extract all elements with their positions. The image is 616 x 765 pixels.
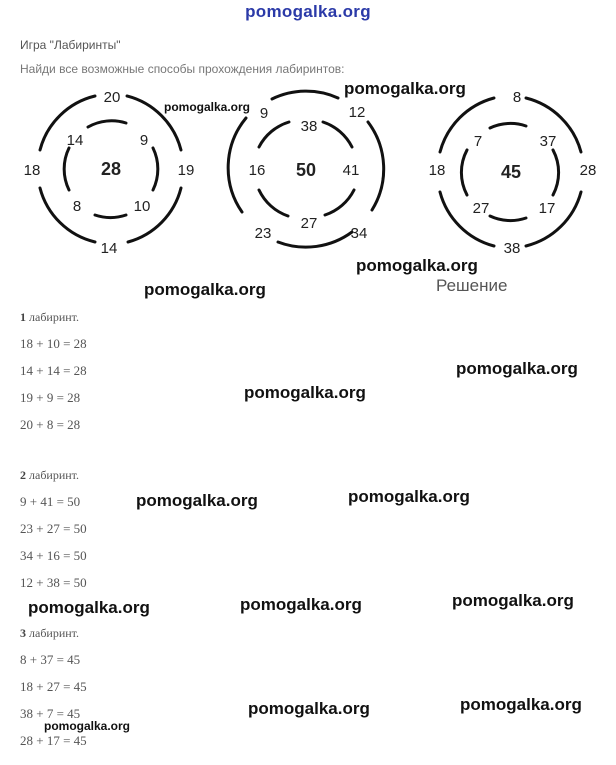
maze-1-inner-bl: 8 [72, 198, 82, 215]
maze-3-inner-bl: 27 [472, 200, 490, 217]
site-title[interactable]: pomogalka.org [245, 2, 371, 21]
section-3-heading [20, 626, 79, 641]
equation: 9 + 41 = 50 [20, 494, 81, 509]
watermark: pomogalka.org [144, 280, 266, 299]
section-label: лабиринт. [29, 310, 80, 324]
equation: 20 + 8 = 28 [20, 417, 81, 432]
section-1-heading [20, 310, 79, 325]
equation: 23 + 27 = 50 [20, 521, 87, 536]
maze-1-inner-tr: 9 [139, 132, 149, 149]
maze-2-inner-right: 41 [342, 162, 360, 179]
section-label: лабиринт. [29, 626, 80, 640]
maze-2-bottom-right: 34 [350, 225, 368, 242]
equation: 18 + 10 = 28 [20, 336, 87, 351]
solution-label: Решение [436, 276, 508, 295]
maze-2-top-right: 12 [348, 104, 366, 121]
maze-3-inner-br: 17 [538, 200, 556, 217]
maze-1-inner-br: 10 [133, 198, 151, 215]
maze-2-bottom-left: 23 [254, 225, 272, 242]
maze-1-left: 18 [23, 162, 41, 179]
watermark: pomogalka.org [460, 695, 582, 714]
watermark: pomogalka.org [244, 383, 366, 402]
watermark: pomogalka.org [28, 598, 150, 617]
watermark: pomogalka.org [356, 256, 478, 275]
maze-3-inner-tr: 37 [539, 133, 557, 150]
section-number: 3 [20, 626, 26, 640]
equation: 12 + 38 = 50 [20, 575, 87, 590]
watermark: pomogalka.org [44, 719, 131, 733]
watermark: pomogalka.org [164, 100, 251, 114]
maze-2-top-left: 9 [259, 105, 269, 122]
equation: 18 + 27 = 45 [20, 679, 87, 694]
equation: 19 + 9 = 28 [20, 390, 81, 405]
watermark: pomogalka.org [240, 595, 362, 614]
maze-2-inner-top: 38 [300, 118, 318, 135]
page-heading: Игра "Лабиринты" [20, 38, 121, 52]
equation: 8 + 37 = 45 [20, 652, 81, 667]
maze-2-inner-left: 16 [248, 162, 266, 179]
watermark: pomogalka.org [452, 591, 574, 610]
watermark: pomogalka.org [348, 487, 470, 506]
equation: 28 + 17 = 45 [20, 733, 87, 748]
watermark: pomogalka.org [136, 491, 258, 510]
section-number: 1 [20, 310, 26, 324]
watermark: pomogalka.org [248, 699, 370, 718]
instruction-text: Найди все возможные способы прохождения лабиринтов: [20, 62, 345, 76]
equation: 34 + 16 = 50 [20, 548, 87, 563]
maze-1-bottom: 14 [100, 240, 118, 257]
maze-1-top: 20 [103, 89, 121, 106]
maze-1-inner-tl: 14 [66, 132, 84, 149]
section-2-heading [20, 468, 79, 483]
mazes-figure [0, 82, 616, 258]
maze-1-right: 19 [177, 162, 195, 179]
maze-2-inner-bottom: 27 [300, 215, 318, 232]
maze-3-bottom: 38 [503, 240, 521, 257]
watermark: pomogalka.org [344, 79, 466, 98]
equation: 38 + 7 = 45 [20, 706, 81, 721]
maze-3-right: 28 [579, 162, 597, 179]
section-number: 2 [20, 468, 26, 482]
equation: 14 + 14 = 28 [20, 363, 87, 378]
section-label: лабиринт. [29, 468, 80, 482]
maze-3-inner-tl: 7 [473, 133, 483, 150]
watermark: pomogalka.org [456, 359, 578, 378]
maze-3-top: 8 [512, 89, 522, 106]
maze-3-left: 18 [428, 162, 446, 179]
maze-3-center: 45 [500, 162, 522, 182]
maze-2-center: 50 [295, 160, 317, 180]
maze-1-center: 28 [100, 159, 122, 179]
